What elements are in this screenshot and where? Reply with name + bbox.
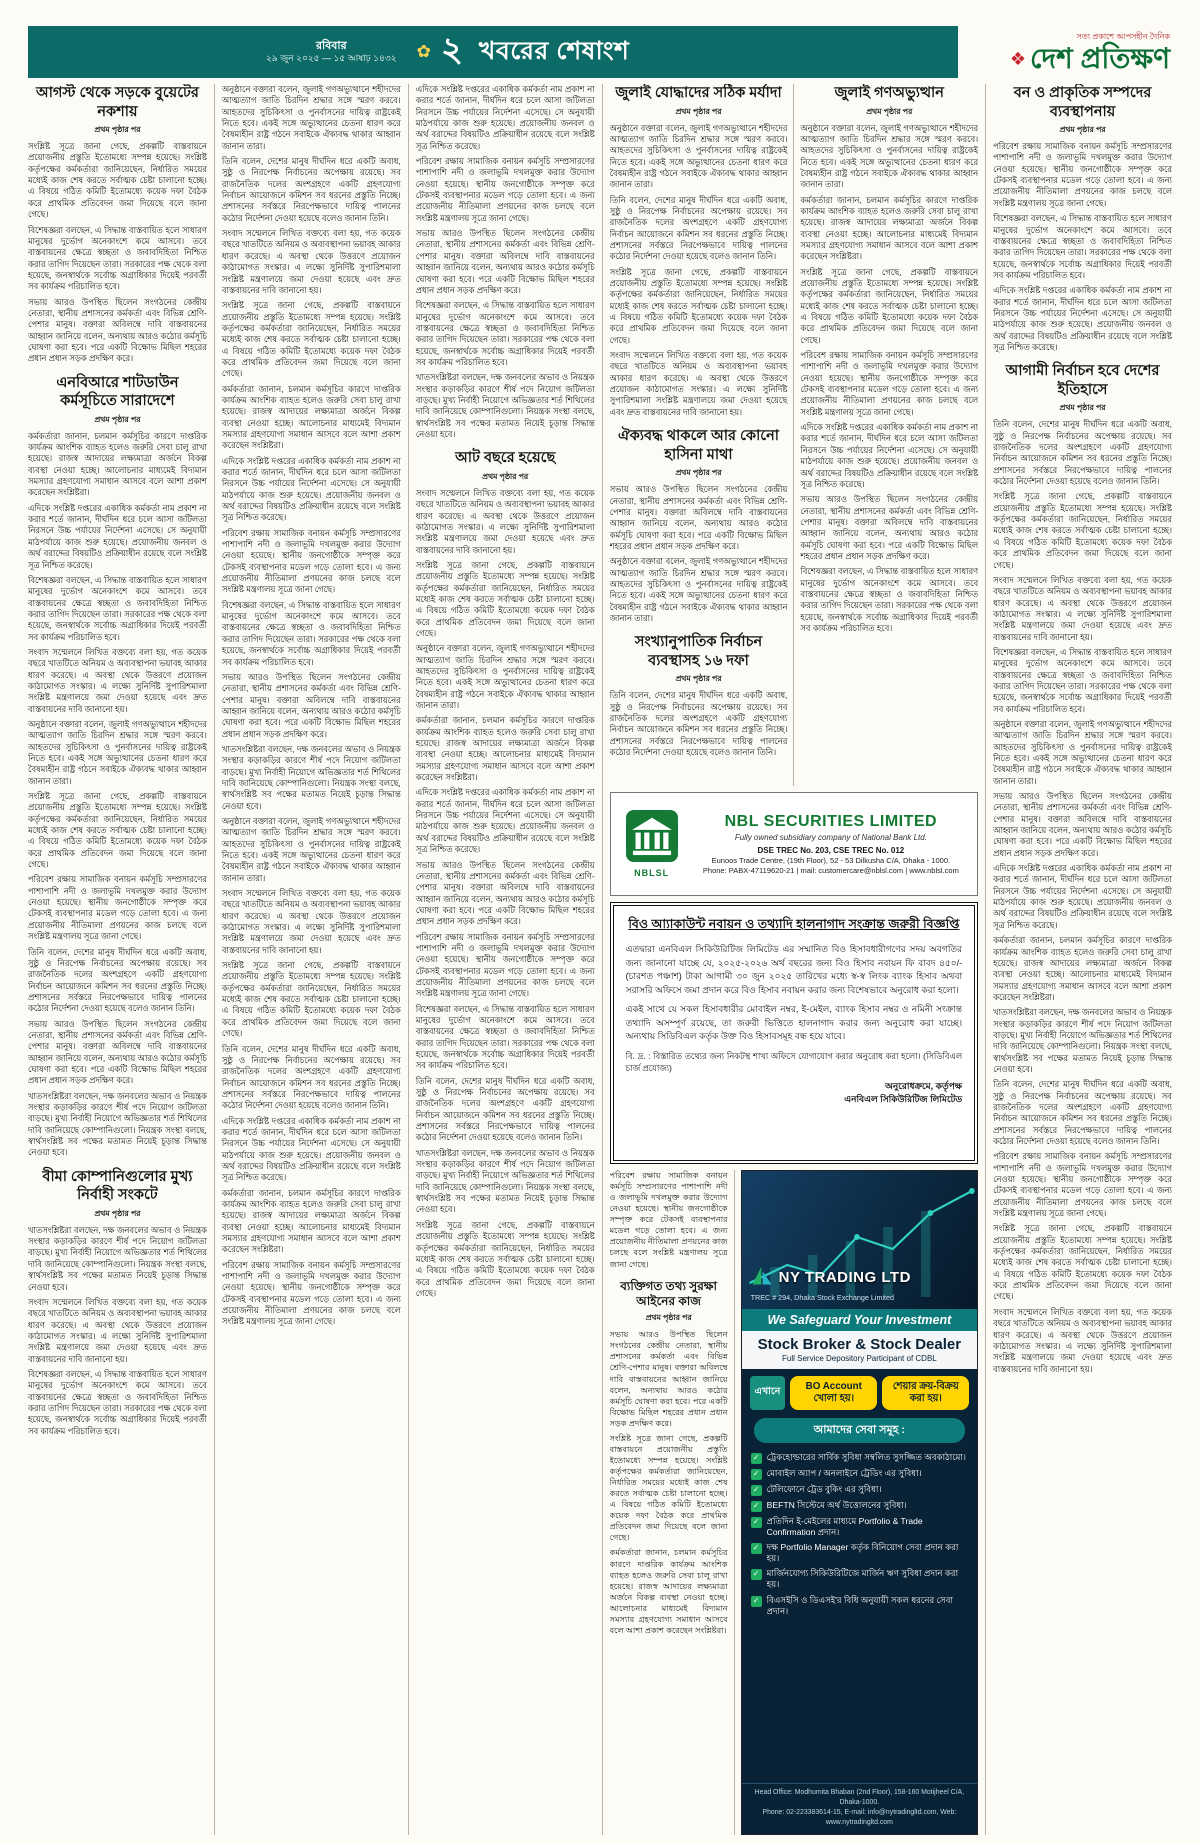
notice-note: বি. দ্র. : বিস্তারিত তথ্যের জন্য নিকটস্থ শাখা অফিসে যোগাযোগ করার অনুরোধ করা হলো। (সিডিবিএল চার্জ প্রযোজ্য) [625, 1050, 963, 1073]
ny-service-text: মোবাইল অ্যাপ / অনলাইনে ট্রেডিং এর সুবিধা। [766, 1467, 922, 1478]
body-paragraph: খাতসংশ্লিষ্টরা বলছেন, দক্ষ জনবলের অভাব ও নিয়ন্ত্রক সংস্থার কড়াকড়ির কারণে শীর্ষ পদে নিয়োগ জটিলতা বাড়ছে। মুখ্য নির্বাহী নিয়োগে অভিজ্ঞতার শর্ত শিথিলের দাবি জানিয়েছে কোম্পানিগুলো। নিয়ন্ত্রক সংস্থা বলছে, স্বার্থসংশ্লিষ্ট সব পক্ষের মতামত নিয়েই চূড়ান্ত সিদ্ধান্ত নেওয়া হবে। [28, 1224, 207, 1292]
body-paragraph: তিনি বলেন, দেশের মানুষ দীর্ঘদিন ধরে একটি অবাধ, সুষ্ঠু ও নিরপেক্ষ নির্বাচনের অপেক্ষায় রয়েছে। সব রাজনৈতিক দলের অংশগ্রহণে একটি গ্রহণযোগ্য নির্বাচন আয়োজনে কমিশন সব ধরনের প্রস্তুতি নিচ্ছে। প্রশাসনের সর্বস্তরে নিরপেক্ষভাবে দায়িত্ব পালনের কঠোর নির্দেশনা দেওয়া হয়েছে বলেও জানান তিনি। [993, 1079, 1172, 1146]
column-2 [214, 84, 408, 1835]
body-paragraph: সংশ্লিষ্ট সূত্রে জানা গেছে, প্রকল্পটি বাস্তবায়নে প্রয়োজনীয় প্রস্তুতি ইতোমধ্যে সম্পন্ন হয়েছে। সংশ্লিষ্ট কর্তৃপক্ষের কর্মকর্তারা জানিয়েছেন, নির্ধারিত সময়ের মধ্যেই কাজ শেষ করতে সর্বাত্মক চেষ্টা চালানো হচ্ছে। এ বিষয়ে গঠিত কমিটি ইতোমধ্যে কয়েক দফা বৈঠক করে প্রাথমিক প্রতিবেদন জমা দিয়েছে বলে জানা গেছে। [221, 960, 401, 1039]
ny-slogan-ribbon: We Safeguard Your Investment [742, 1309, 977, 1331]
body-paragraph: অনুষ্ঠানে বক্তারা বলেন, জুলাই গণঅভ্যুত্থানে শহীদদের আত্মত্যাগ জাতি চিরদিন শ্রদ্ধার সঙ্গে স্মরণ করবে। আহতদের সুচিকিৎসা ও পুনর্বাসনের দায়িত্ব রাষ্ট্রকেই নিতে হবে। একই সঙ্গে অভ্যুত্থানের চেতনা ধারণ করে বৈষম্যহীন রাষ্ট্র গঠনে সবাইকে ঐক্যবদ্ধ থাকার আহ্বান জানান তারা। [28, 718, 207, 786]
section-title: খবরের শেষাংশ [478, 36, 630, 65]
body-paragraph: এদিকে সংশ্লিষ্ট দপ্তরের একাধিক কর্মকর্তা নাম প্রকাশ না করার শর্তে জানান, দীর্ঘদিন ধরে চলে আসা জটিলতা নিরসনে উচ্চ পর্যায়ের নির্দেশনা এসেছে। সে অনুযায়ী মাঠপর্যায়ে কাজ শুরু হয়েছে। প্রয়োজনীয় জনবল ও অর্থ বরাদ্দের বিষয়টিও প্রক্রিয়াধীন রয়েছে বলে সংশ্লিষ্ট সূত্র নিশ্চিত করেছে। [800, 422, 979, 489]
body-paragraph: খাতসংশ্লিষ্টরা বলছেন, দক্ষ জনবলের অভাব ও নিয়ন্ত্রক সংস্থার কড়াকড়ির কারণে শীর্ষ পদে নিয়োগ জটিলতা বাড়ছে। মুখ্য নির্বাহী নিয়োগে অভিজ্ঞতার শর্ত শিথিলের দাবি জানিয়েছে কোম্পানিগুলো। নিয়ন্ত্রক সংস্থা বলছে, স্বার্থসংশ্লিষ্ট সব পক্ষের মতামত নিয়েই চূড়ান্ত সিদ্ধান্ত নেওয়া হবে। [415, 372, 595, 439]
body-paragraph: পরিবেশ রক্ষায় সামাজিক বনায়ন কর্মসূচি সম্প্রসারণের পাশাপাশি নদী ও জলাভূমি দখলমুক্ত করার উদ্যোগ নেওয়া হয়েছে। স্থানীয় জনগোষ্ঠীকে সম্পৃক্ত করে টেকসই ব্যবস্থাপনার মডেল গড়ে তোলা হবে। এ জন্য প্রয়োজনীয় নীতিমালা প্রণয়নের কাজ চলছে বলে সংশ্লিষ্ট মন্ত্রণালয় সূত্রে জানা গেছে। [993, 1151, 1172, 1219]
notice-sign-line-1: অনুরোধক্রমে, কর্তৃপক্ষ [885, 1080, 963, 1091]
continued-label: প্রথম পৃষ্ঠার পর [94, 414, 141, 424]
check-icon: ✓ [751, 1453, 762, 1464]
body-paragraph: সংশ্লিষ্ট সূত্রে জানা গেছে, প্রকল্পটি বাস্তবায়নে প্রয়োজনীয় প্রস্তুতি ইতোমধ্যে সম্পন্ন হয়েছে। সংশ্লিষ্ট কর্তৃপক্ষের কর্মকর্তারা জানিয়েছেন, নির্ধারিত সময়ের মধ্যেই কাজ শেষ করতে সর্বাত্মক চেষ্টা চালানো হচ্ছে। এ বিষয়ে গঠিত কমিটি ইতোমধ্যে কয়েক দফা বৈঠক করে প্রাথমিক প্রতিবেদন জমা দিয়েছে বলে জানা গেছে। [415, 1219, 595, 1298]
notice-paragraph: একই সাথে যে সকল হিসাবধারীর মোবাইল নম্বর, ই-মেইল, ব্যাংক হিসাব নম্বর ও নমিনী সংক্রান্ত তথ্যাদি অসম্পূর্ণ রয়েছে, তা জরুরী ভিত্তিতে হালনাগাদ করার জন্য অনুরোধ করা যাচ্ছে। অন্যথায় সিডিবিএল কর্তৃক উক্ত বিও হিসাবসমূহ বন্ধ হয়ে যাবে। [625, 1004, 963, 1041]
ny-service-text: টেলিফোনে ট্রেড বুকিং এর সুবিধা। [766, 1483, 882, 1494]
body-paragraph: সংশ্লিষ্ট সূত্রে জানা গেছে, প্রকল্পটি বাস্তবায়নে প্রয়োজনীয় প্রস্তুতি ইতোমধ্যে সম্পন্ন হয়েছে। সংশ্লিষ্ট কর্তৃপক্ষের কর্মকর্তারা জানিয়েছেন, নির্ধারিত সময়ের মধ্যেই কাজ শেষ করতে সর্বাত্মক চেষ্টা চালানো হচ্ছে। এ বিষয়ে গঠিত কমিটি ইতোমধ্যে কয়েক দফা বৈঠক করে প্রাথমিক প্রতিবেদন জমা দিয়েছে বলে জানা গেছে। [28, 791, 207, 870]
continued-label: প্রথম পৃষ্ঠার পর [1059, 125, 1106, 135]
check-icon: ✓ [751, 1469, 762, 1480]
body-paragraph: সংশ্লিষ্ট সূত্রে জানা গেছে, প্রকল্পটি বাস্তবায়নে প্রয়োজনীয় প্রস্তুতি ইতোমধ্যে সম্পন্ন হয়েছে। সংশ্লিষ্ট কর্তৃপক্ষের কর্মকর্তারা জানিয়েছেন, নির্ধারিত সময়ের মধ্যেই কাজ শেষ করতে সর্বাত্মক চেষ্টা চালানো হচ্ছে। এ বিষয়ে গঠিত কমিটি ইতোমধ্যে কয়েক দফা বৈঠক করে প্রাথমিক প্রতিবেদন জমা দিয়েছে বলে জানা গেছে। [415, 559, 595, 638]
body-paragraph: সভায় আরও উপস্থিত ছিলেন সংগঠনের কেন্দ্রীয় নেতারা, স্থানীয় প্রশাসনের কর্মকর্তা এবং বিভিন্ন শ্রেণি-পেশার মানুষ। বক্তারা অবিলম্বে দাবি বাস্তবায়নের আহ্বান জানিয়ে বলেন, অন্যথায় আরও কঠোর কর্মসূচি ঘোষণা করা হবে। পরে একটি বিক্ষোভ মিছিল শহরের প্রধান প্রধান সড়ক প্রদক্ষিণ করে। [609, 1330, 728, 1428]
sub-column-4 [610, 84, 794, 786]
body-paragraph: বিশেষজ্ঞরা বলছেন, এ সিদ্ধান্ত বাস্তবায়িত হলে সাধারণ মানুষের দুর্ভোগ অনেকাংশে কমে আসবে। তবে বাস্তবায়নের ক্ষেত্রে স্বচ্ছতা ও জবাবদিহিতা নিশ্চিত করার তাগিদ দিয়েছেন তারা। সরকারের পক্ষ থেকে বলা হয়েছে, জনস্বার্থকে সর্বোচ্চ অগ্রাধিকার দিয়েই পরবর্তী সব কার্যক্রম পরিচালিত হবে। [993, 646, 1172, 714]
article-headline: এনবিআরে শাটডাউন কর্মসূচিতে সারাদেশে [56, 374, 179, 410]
article-headline: আট বছরে হয়েছে [455, 450, 556, 467]
body-paragraph: পরিবেশ রক্ষায় সামাজিক বনায়ন কর্মসূচি সম্প্রসারণের পাশাপাশি নদী ও জলাভূমি দখলমুক্ত করার উদ্যোগ নেওয়া হয়েছে। স্থানীয় জনগোষ্ঠীকে সম্পৃক্ত করে টেকসই ব্যবস্থাপনার মডেল গড়ে তোলা হবে। এ জন্য প্রয়োজনীয় নীতিমালা প্রণয়নের কাজ চলছে বলে সংশ্লিষ্ট মন্ত্রণালয় সূত্রে জানা গেছে। [415, 156, 595, 223]
article-headline: আগস্ট থেকে সড়কে বুয়েটের নকশায় [35, 85, 199, 120]
check-icon: ✓ [751, 1569, 762, 1580]
body-paragraph: বিশেষজ্ঞরা বলছেন, এ সিদ্ধান্ত বাস্তবায়িত হলে সাধারণ মানুষের দুর্ভোগ অনেকাংশে কমে আসবে। তবে বাস্তবায়নের ক্ষেত্রে স্বচ্ছতা ও জবাবদিহিতা নিশ্চিত করার তাগিদ দিয়েছেন তারা। সরকারের পক্ষ থেকে বলা হয়েছে, জনস্বার্থকে সর্বোচ্চ অগ্রাধিকার দিয়েই পরবর্তী সব কার্যক্রম পরিচালিত হবে। [28, 1368, 207, 1436]
article-headline: জুলাই যোদ্ধাদের সঠিক মর্যাদা [615, 85, 782, 101]
paper-mark-icon: ❖ [1009, 49, 1027, 69]
article-body [800, 123, 978, 635]
body-paragraph: তিনি বলেন, দেশের মানুষ দীর্ঘদিন ধরে একটি অবাধ, সুষ্ঠু ও নিরপেক্ষ নির্বাচনের অপেক্ষায় রয়েছে। সব রাজনৈতিক দলের অংশগ্রহণে একটি গ্রহণযোগ্য নির্বাচন আয়োজনে কমিশন সব ধরনের প্রস্তুতি নিচ্ছে। প্রশাসনের সর্বস্তরে নিরপেক্ষভাবে দায়িত্ব পালনের কঠোর নির্দেশনা দেওয়া হয়েছে বলেও জানান তিনি। [28, 946, 207, 1014]
body-paragraph: কর্মকর্তারা জানান, চলমান কর্মসূচির কারণে দাপ্তরিক কার্যক্রম আংশিক ব্যাহত হলেও জরুরি সেবা চালু রাখা হয়েছে। রাজস্ব আদায়ের লক্ষ্যমাত্রা অর্জনে বিকল্প ব্যবস্থা নেওয়া হচ্ছে। আলোচনার মাধ্যমেই বিদ্যমান সমস্যার গ্রহণযোগ্য সমাধান আসবে বলে আশা প্রকাশ করেছেন সংশ্লিষ্টরা। [415, 715, 595, 783]
body-paragraph: এদিকে সংশ্লিষ্ট দপ্তরের একাধিক কর্মকর্তা নাম প্রকাশ না করার শর্তে জানান, দীর্ঘদিন ধরে চলে আসা জটিলতা নিরসনে উচ্চ পর্যায়ের নির্দেশনা এসেছে। সে অনুযায়ী মাঠপর্যায়ে কাজ শুরু হয়েছে। প্রয়োজনীয় জনবল ও অর্থ বরাদ্দের বিষয়টিও প্রক্রিয়াধীন রয়েছে বলে সংশ্লিষ্ট সূত্র নিশ্চিত করেছে। [221, 455, 401, 523]
masthead-bar [28, 26, 958, 78]
article-body [993, 141, 1172, 353]
ny-logo-icon [751, 1264, 773, 1291]
nbl-logo-text: NBLSL [634, 868, 670, 878]
body-paragraph: খাতসংশ্লিষ্টরা বলছেন, দক্ষ জনবলের অভাব ও নিয়ন্ত্রক সংস্থার কড়াকড়ির কারণে শীর্ষ পদে নিয়োগ জটিলতা বাড়ছে। মুখ্য নির্বাহী নিয়োগে অভিজ্ঞতার শর্ত শিথিলের দাবি জানিয়েছে কোম্পানিগুলো। নিয়ন্ত্রক সংস্থা বলছে, স্বার্থসংশ্লিষ্ট সব পক্ষের মতামত নিয়েই চূড়ান্ত সিদ্ধান্ত নেওয়া হবে। [993, 1007, 1172, 1074]
check-icon: ✓ [751, 1485, 762, 1496]
body-paragraph: সংবাদ সম্মেলনে লিখিত বক্তব্যে বলা হয়, গত কয়েক বছরে খাতটিতে অনিয়ম ও অব্যবস্থাপনা ভয়াবহ আকার ধারণ করেছে। এ অবস্থা থেকে উত্তরণে প্রয়োজন কাঠামোগত সংস্কার। এ লক্ষ্যে সুনির্দিষ্ট সুপারিশমালা সংশ্লিষ্ট মন্ত্রণালয়ে জমা দেওয়া হয়েছে এবং দ্রুত বাস্তবায়নের দাবি জানানো হয়। [415, 487, 595, 555]
ny-title-band [742, 1331, 977, 1369]
ad-bo-account-notice [610, 902, 978, 1164]
continuation-body [416, 84, 595, 440]
body-paragraph: তিনি বলেন, দেশের মানুষ দীর্ঘদিন ধরে একটি অবাধ, সুষ্ঠু ও নিরপেক্ষ নির্বাচনের অপেক্ষায় রয়েছে। সব রাজনৈতিক দলের অংশগ্রহণে একটি গ্রহণযোগ্য নির্বাচন আয়োজনে কমিশন সব ধরনের প্রস্তুতি নিচ্ছে। প্রশাসনের সর্বস্তরে নিরপেক্ষভাবে দায়িত্ব পালনের কঠোর নির্দেশনা দেওয়া হয়েছে বলেও জানান তিনি। [415, 1075, 595, 1143]
body-paragraph: কর্মকর্তারা জানান, চলমান কর্মসূচির কারণে দাপ্তরিক কার্যক্রম আংশিক ব্যাহত হলেও জরুরি সেবা চালু রাখা হয়েছে। রাজস্ব আদায়ের লক্ষ্যমাত্রা অর্জনে বিকল্প ব্যবস্থা নেওয়া হচ্ছে। আলোচনার মাধ্যমেই বিদ্যমান সমস্যার গ্রহণযোগ্য সমাধান আসবে বলে আশা প্রকাশ করেছেন সংশ্লিষ্টরা। [993, 935, 1172, 1002]
nbl-ad-text [695, 812, 967, 875]
article-headline: সংখ্যানুপাতিক নির্বাচন ব্যবস্থাসহ ১৬ দফা [634, 634, 763, 669]
article-headline: জুলাই গণঅভ্যুত্থান [834, 85, 944, 101]
body-paragraph: সংবাদ সম্মেলনে লিখিত বক্তব্যে বলা হয়, গত কয়েক বছরে খাতটিতে অনিয়ম ও অব্যবস্থাপনা ভয়াবহ আকার ধারণ করেছে। এ অবস্থা থেকে উত্তরণে প্রয়োজন কাঠামোগত সংস্কার। এ লক্ষ্যে সুনির্দিষ্ট সুপারিশমালা সংশ্লিষ্ট মন্ত্রণালয়ে জমা দেওয়া হয়েছে এবং দ্রুত বাস্তবায়নের দাবি জানানো হয়। [993, 1306, 1172, 1374]
ny-services-list [742, 1443, 977, 1784]
ny-subtitle: Full Service Depository Participant of CDBL [782, 1354, 937, 1363]
body-paragraph: এদিকে সংশ্লিষ্ট দপ্তরের একাধিক কর্মকর্তা নাম প্রকাশ না করার শর্তে জানান, দীর্ঘদিন ধরে চলে আসা জটিলতা নিরসনে উচ্চ পর্যায়ের নির্দেশনা এসেছে। সে অনুযায়ী মাঠপর্যায়ে কাজ শুরু হয়েছে। প্রয়োজনীয় জনবল ও অর্থ বরাদ্দের বিষয়টিও প্রক্রিয়াধীন রয়েছে বলে সংশ্লিষ্ট সূত্র নিশ্চিত করেছে। [415, 84, 595, 151]
article-body [28, 1225, 207, 1437]
article-body [610, 123, 788, 419]
body-paragraph: বিশেষজ্ঞরা বলছেন, এ সিদ্ধান্ত বাস্তবায়িত হলে সাধারণ মানুষের দুর্ভোগ অনেকাংশে কমে আসবে। তবে বাস্তবায়নের ক্ষেত্রে স্বচ্ছতা ও জবাবদিহিতা নিশ্চিত করার তাগিদ দিয়েছেন তারা। সরকারের পক্ষ থেকে বলা হয়েছে, জনস্বার্থকে সর্বোচ্চ অগ্রাধিকার দিয়েই পরবর্তী সব কার্যক্রম পরিচালিত হবে। [415, 300, 595, 367]
body-paragraph: বিশেষজ্ঞরা বলছেন, এ সিদ্ধান্ত বাস্তবায়িত হলে সাধারণ মানুষের দুর্ভোগ অনেকাংশে কমে আসবে। তবে বাস্তবায়নের ক্ষেত্রে স্বচ্ছতা ও জবাবদিহিতা নিশ্চিত করার তাগিদ দিয়েছেন তারা। সরকারের পক্ষ থেকে বলা হয়েছে, জনস্বার্থকে সর্বোচ্চ অগ্রাধিকার দিয়েই পরবর্তী সব কার্যক্রম পরিচালিত হবে। [28, 224, 207, 292]
ny-services-title: আমাদের সেবা সমূহ : [754, 1418, 965, 1443]
narrow-text-column [610, 1170, 735, 1835]
body-paragraph: বিশেষজ্ঞরা বলছেন, এ সিদ্ধান্ত বাস্তবায়িত হলে সাধারণ মানুষের দুর্ভোগ অনেকাংশে কমে আসবে। তবে বাস্তবায়নের ক্ষেত্রে স্বচ্ছতা ও জবাবদিহিতা নিশ্চিত করার তাগিদ দিয়েছেন তারা। সরকারের পক্ষ থেকে বলা হয়েছে, জনস্বার্থকে সর্বোচ্চ অগ্রাধিকার দিয়েই পরবর্তী সব কার্যক্রম পরিচালিত হবে। [28, 574, 207, 642]
body-paragraph: অনুষ্ঠানে বক্তারা বলেন, জুলাই গণঅভ্যুত্থানে শহীদদের আত্মত্যাগ জাতি চিরদিন শ্রদ্ধার সঙ্গে স্মরণ করবে। আহতদের সুচিকিৎসা ও পুনর্বাসনের দায়িত্ব রাষ্ট্রকেই নিতে হবে। একই সঙ্গে অভ্যুত্থানের চেতনা ধারণ করে বৈষম্যহীন রাষ্ট্র গঠনে সবাইকে ঐক্যবদ্ধ থাকার আহ্বান জানান তারা। [415, 643, 595, 711]
ny-service-item [751, 1500, 968, 1512]
paper-name-text: দেশ প্রতিক্ষণ [1030, 43, 1170, 74]
body-paragraph: সংবাদ সম্মেলনে লিখিত বক্তব্যে বলা হয়, গত কয়েক বছরে খাতটিতে অনিয়ম ও অব্যবস্থাপনা ভয়াবহ আকার ধারণ করেছে। এ অবস্থা থেকে উত্তরণে প্রয়োজন কাঠামোগত সংস্কার। এ লক্ষ্যে সুনির্দিষ্ট সুপারিশমালা সংশ্লিষ্ট মন্ত্রণালয়ে জমা দেওয়া হয়েছে এবং দ্রুত বাস্তবায়নের দাবি জানানো হয়। [221, 888, 401, 955]
nbl-company-name: NBL SECURITIES LIMITED [724, 813, 938, 831]
body-paragraph: সংবাদ সম্মেলনে লিখিত বক্তব্যে বলা হয়, গত কয়েক বছরে খাতটিতে অনিয়ম ও অব্যবস্থাপনা ভয়াবহ আকার ধারণ করেছে। এ অবস্থা থেকে উত্তরণে প্রয়োজন কাঠামোগত সংস্কার। এ লক্ষ্যে সুনির্দিষ্ট সুপারিশমালা সংশ্লিষ্ট মন্ত্রণালয়ে জমা দেওয়া হয়েছে এবং দ্রুত বাস্তবায়নের দাবি জানানো হয়। [221, 228, 401, 295]
continued-label: প্রথম পৃষ্ঠার পর [94, 1208, 141, 1218]
nbl-subtitle: Fully owned subsidiary company of National Bank Ltd. [734, 833, 927, 843]
continued-label: প্রথম পৃষ্ঠার পর [645, 1313, 692, 1323]
body-paragraph: সংশ্লিষ্ট সূত্রে জানা গেছে, প্রকল্পটি বাস্তবায়নে প্রয়োজনীয় প্রস্তুতি ইতোমধ্যে সম্পন্ন হয়েছে। সংশ্লিষ্ট কর্তৃপক্ষের কর্মকর্তারা জানিয়েছেন, নির্ধারিত সময়ের মধ্যেই কাজ শেষ করতে সর্বাত্মক চেষ্টা চালানো হচ্ছে। এ বিষয়ে গঠিত কমিটি ইতোমধ্যে কয়েক দফা বৈঠক করে প্রাথমিক প্রতিবেদন জমা দিয়েছে বলে জানা গেছে। [609, 266, 788, 345]
flower-ornament-icon: ✿ [416, 42, 431, 61]
article [28, 1168, 207, 1437]
body-paragraph: এদিকে সংশ্লিষ্ট দপ্তরের একাধিক কর্মকর্তা নাম প্রকাশ না করার শর্তে জানান, দীর্ঘদিন ধরে চলে আসা জটিলতা নিরসনে উচ্চ পর্যায়ের নির্দেশনা এসেছে। সে অনুযায়ী মাঠপর্যায়ে কাজ শুরু হয়েছে। প্রয়োজনীয় জনবল ও অর্থ বরাদ্দের বিষয়টিও প্রক্রিয়াধীন রয়েছে বলে সংশ্লিষ্ট সূত্র নিশ্চিত করেছে। [415, 787, 595, 855]
double-column-bottom [610, 1170, 978, 1835]
date-line: ২৯ জুন ২০২৫ — ১৫ আষাঢ় ১৪৩২ [266, 53, 397, 64]
ny-company-name: NY TRADING LTD [778, 1269, 911, 1286]
ny-service-item [751, 1595, 968, 1617]
body-paragraph: বিশেষজ্ঞরা বলছেন, এ সিদ্ধান্ত বাস্তবায়িত হলে সাধারণ মানুষের দুর্ভোগ অনেকাংশে কমে আসবে। তবে বাস্তবায়নের ক্ষেত্রে স্বচ্ছতা ও জবাবদিহিতা নিশ্চিত করার তাগিদ দিয়েছেন তারা। সরকারের পক্ষ থেকে বলা হয়েছে, জনস্বার্থকে সর্বোচ্চ অগ্রাধিকার দিয়েই পরবর্তী সব কার্যক্রম পরিচালিত হবে। [221, 599, 401, 667]
body-paragraph: তিনি বলেন, দেশের মানুষ দীর্ঘদিন ধরে একটি অবাধ, সুষ্ঠু ও নিরপেক্ষ নির্বাচনের অপেক্ষায় রয়েছে। সব রাজনৈতিক দলের অংশগ্রহণে একটি গ্রহণযোগ্য নির্বাচন আয়োজনে কমিশন সব ধরনের প্রস্তুতি নিচ্ছে। প্রশাসনের সর্বস্তরে নিরপেক্ষভাবে দায়িত্ব পালনের কঠোর নির্দেশনা দেওয়া হয়েছে বলেও জানান তিনি। [221, 1043, 401, 1111]
body-paragraph: বিশেষজ্ঞরা বলছেন, এ সিদ্ধান্ত বাস্তবায়িত হলে সাধারণ মানুষের দুর্ভোগ অনেকাংশে কমে আসবে। তবে বাস্তবায়নের ক্ষেত্রে স্বচ্ছতা ও জবাবদিহিতা নিশ্চিত করার তাগিদ দিয়েছেন তারা। সরকারের পক্ষ থেকে বলা হয়েছে, জনস্বার্থকে সর্বোচ্চ অগ্রাধিকার দিয়েই পরবর্তী সব কার্যক্রম পরিচালিত হবে। [800, 566, 979, 633]
body-paragraph: কর্মকর্তারা জানান, চলমান কর্মসূচির কারণে দাপ্তরিক কার্যক্রম আংশিক ব্যাহত হলেও জরুরি সেবা চালু রাখা হয়েছে। রাজস্ব আদায়ের লক্ষ্যমাত্রা অর্জনে বিকল্প ব্যবস্থা নেওয়া হচ্ছে। আলোচনার মাধ্যমেই বিদ্যমান সমস্যার গ্রহণযোগ্য সমাধান আসবে বলে আশা প্রকাশ করেছেন সংশ্লিষ্টরা। [609, 1548, 728, 1635]
body-paragraph: সভায় আরও উপস্থিত ছিলেন সংগঠনের কেন্দ্রীয় নেতারা, স্থানীয় প্রশাসনের কর্মকর্তা এবং বিভিন্ন শ্রেণি-পেশার মানুষ। বক্তারা অবিলম্বে দাবি বাস্তবায়নের আহ্বান জানিয়ে বলেন, অন্যথায় আরও কঠোর কর্মসূচি ঘোষণা করা হবে। পরে একটি বিক্ষোভ মিছিল শহরের প্রধান প্রধান সড়ক প্রদক্ষিণ করে। [609, 484, 788, 551]
body-paragraph: পরিবেশ রক্ষায় সামাজিক বনায়ন কর্মসূচি সম্প্রসারণের পাশাপাশি নদী ও জলাভূমি দখলমুক্ত করার উদ্যোগ নেওয়া হয়েছে। স্থানীয় জনগোষ্ঠীকে সম্পৃক্ত করে টেকসই ব্যবস্থাপনার মডেল গড়ে তোলা হবে। এ জন্য প্রয়োজনীয় নীতিমালা প্রণয়নের কাজ চলছে বলে সংশ্লিষ্ট মন্ত্রণালয় সূত্রে জানা গেছে। [800, 350, 979, 417]
ny-service-text: মার্জিনযোগ্য সিকিউরিটিজে মার্জিন ঋণ সুবিধা প্রদান করা হয়। [766, 1568, 959, 1590]
ny-brand [751, 1264, 911, 1302]
body-paragraph: তিনি বলেন, দেশের মানুষ দীর্ঘদিন ধরে একটি অবাধ, সুষ্ঠু ও নিরপেক্ষ নির্বাচনের অপেক্ষায় রয়েছে। সব রাজনৈতিক দলের অংশগ্রহণে একটি গ্রহণযোগ্য নির্বাচন আয়োজনে কমিশন সব ধরনের প্রস্তুতি নিচ্ছে। প্রশাসনের সর্বস্তরে নিরপেক্ষভাবে দায়িত্ব পালনের কঠোর নির্দেশনা দেওয়া হয়েছে বলেও জানান তিনি। [609, 194, 788, 262]
body-paragraph: অনুষ্ঠানে বক্তারা বলেন, জুলাই গণঅভ্যুত্থানে শহীদদের আত্মত্যাগ জাতি চিরদিন শ্রদ্ধার সঙ্গে স্মরণ করবে। আহতদের সুচিকিৎসা ও পুনর্বাসনের দায়িত্ব রাষ্ট্রকেই নিতে হবে। একই সঙ্গে অভ্যুত্থানের চেতনা ধারণ করে বৈষম্যহীন রাষ্ট্র গঠনে সবাইকে ঐক্যবদ্ধ থাকার আহ্বান জানান তারা। [221, 815, 401, 883]
article-body [416, 488, 595, 1299]
ny-service-text: দক্ষ Portfolio Manager কর্তৃক বিনিয়োগ সেবা প্রদান করা হয়। [766, 1541, 959, 1564]
article [800, 84, 978, 634]
article-body [28, 431, 207, 1159]
ny-bo-account-button: BO Account খোলা হয়। [790, 1376, 877, 1410]
body-paragraph: সভায় আরও উপস্থিত ছিলেন সংগঠনের কেন্দ্রীয় নেতারা, স্থানীয় প্রশাসনের কর্মকর্তা এবং বিভিন্ন শ্রেণি-পেশার মানুষ। বক্তারা অবিলম্বে দাবি বাস্তবায়নের আহ্বান জানিয়ে বলেন, অন্যথায় আরও কঠোর কর্মসূচি ঘোষণা করা হবে। পরে একটি বিক্ষোভ মিছিল শহরের প্রধান প্রধান সড়ক প্রদক্ষিণ করে। [415, 859, 595, 927]
ny-service-item [751, 1542, 968, 1564]
check-icon: ✓ [751, 1543, 762, 1554]
ny-service-text: BEFTN সিস্টেমে অর্থ উত্তোলনের সুবিধা। [766, 1499, 907, 1510]
continued-label: প্রথম পৃষ্ঠার পর [675, 468, 722, 478]
body-paragraph: অনুষ্ঠানে বক্তারা বলেন, জুলাই গণঅভ্যুত্থানে শহীদদের আত্মত্যাগ জাতি চিরদিন শ্রদ্ধার সঙ্গে স্মরণ করবে। আহতদের সুচিকিৎসা ও পুনর্বাসনের দায়িত্ব রাষ্ট্রকেই নিতে হবে। একই সঙ্গে অভ্যুত্থানের চেতনা ধারণ করে বৈষম্যহীন রাষ্ট্র গঠনে সবাইকে ঐক্যবদ্ধ থাকার আহ্বান জানান তারা। [609, 556, 788, 624]
body-paragraph: সভায় আরও উপস্থিত ছিলেন সংগঠনের কেন্দ্রীয় নেতারা, স্থানীয় প্রশাসনের কর্মকর্তা এবং বিভিন্ন শ্রেণি-পেশার মানুষ। বক্তারা অবিলম্বে দাবি বাস্তবায়নের আহ্বান জানিয়ে বলেন, অন্যথায় আরও কঠোর কর্মসূচি ঘোষণা করা হবে। পরে একটি বিক্ষোভ মিছিল শহরের প্রধান প্রধান সড়ক প্রদক্ষিণ করে। [415, 228, 595, 295]
body-paragraph: কর্মকর্তারা জানান, চলমান কর্মসূচির কারণে দাপ্তরিক কার্যক্রম আংশিক ব্যাহত হলেও জরুরি সেবা চালু রাখা হয়েছে। রাজস্ব আদায়ের লক্ষ্যমাত্রা অর্জনে বিকল্প ব্যবস্থা নেওয়া হচ্ছে। আলোচনার মাধ্যমেই বিদ্যমান সমস্যার গ্রহণযোগ্য সমাধান আসবে বলে আশা প্রকাশ করেছেন সংশ্লিষ্টরা। [221, 383, 401, 451]
nbl-trec-line: DSE TREC No. 203, CSE TREC No. 012 [757, 845, 905, 855]
date-block [266, 40, 397, 65]
body-paragraph: সংবাদ সম্মেলনে লিখিত বক্তব্যে বলা হয়, গত কয়েক বছরে খাতটিতে অনিয়ম ও অব্যবস্থাপনা ভয়াবহ আকার ধারণ করেছে। এ অবস্থা থেকে উত্তরণে প্রয়োজন কাঠামোগত সংস্কার। এ লক্ষ্যে সুনির্দিষ্ট সুপারিশমালা সংশ্লিষ্ট মন্ত্রণালয়ে জমা দেওয়া হয়েছে এবং দ্রুত বাস্তবায়নের দাবি জানানো হয়। [609, 350, 788, 417]
check-icon: ✓ [751, 1517, 762, 1528]
body-paragraph: বিশেষজ্ঞরা বলছেন, এ সিদ্ধান্ত বাস্তবায়িত হলে সাধারণ মানুষের দুর্ভোগ অনেকাংশে কমে আসবে। তবে বাস্তবায়নের ক্ষেত্রে স্বচ্ছতা ও জবাবদিহিতা নিশ্চিত করার তাগিদ দিয়েছেন তারা। সরকারের পক্ষ থেকে বলা হয়েছে, জনস্বার্থকে সর্বোচ্চ অগ্রাধিকার দিয়েই পরবর্তী সব কার্যক্রম পরিচালিত হবে। [993, 213, 1172, 280]
article [610, 633, 788, 758]
body-paragraph: পরিবেশ রক্ষায় সামাজিক বনায়ন কর্মসূচি সম্প্রসারণের পাশাপাশি নদী ও জলাভূমি দখলমুক্ত করার উদ্যোগ নেওয়া হয়েছে। স্থানীয় জনগোষ্ঠীকে সম্পৃক্ত করে টেকসই ব্যবস্থাপনার মডেল গড়ে তোলা হবে। এ জন্য প্রয়োজনীয় নীতিমালা প্রণয়নের কাজ চলছে বলে সংশ্লিষ্ট মন্ত্রণালয় সূত্রে জানা গেছে। [609, 1171, 728, 1269]
article-headline: ব্যক্তিগত তথ্য সুরক্ষা আইনের কাজ [620, 1278, 718, 1308]
article [610, 84, 788, 418]
article [993, 84, 1172, 353]
continued-label: প্রথম পৃষ্ঠার পর [94, 125, 141, 135]
ny-service-item [751, 1468, 968, 1480]
notice-signature [626, 1080, 962, 1107]
day-label: রবিবার [315, 39, 347, 52]
ny-footer [742, 1783, 977, 1834]
nbl-building-icon [626, 849, 678, 866]
body-paragraph: সংবাদ সম্মেলনে লিখিত বক্তব্যে বলা হয়, গত কয়েক বছরে খাতটিতে অনিয়ম ও অব্যবস্থাপনা ভয়াবহ আকার ধারণ করেছে। এ অবস্থা থেকে উত্তরণে প্রয়োজন কাঠামোগত সংস্কার। এ লক্ষ্যে সুনির্দিষ্ট সুপারিশমালা সংশ্লিষ্ট মন্ত্রণালয়ে জমা দেওয়া হয়েছে এবং দ্রুত বাস্তবায়নের দাবি জানানো হয়। [993, 574, 1172, 642]
body-paragraph: তিনি বলেন, দেশের মানুষ দীর্ঘদিন ধরে একটি অবাধ, সুষ্ঠু ও নিরপেক্ষ নির্বাচনের অপেক্ষায় রয়েছে। সব রাজনৈতিক দলের অংশগ্রহণে একটি গ্রহণযোগ্য নির্বাচন আয়োজনে কমিশন সব ধরনের প্রস্তুতি নিচ্ছে। প্রশাসনের সর্বস্তরে নিরপেক্ষভাবে দায়িত্ব পালনের কঠোর নির্দেশনা দেওয়া হয়েছে বলেও জানান তিনি। [993, 419, 1172, 487]
body-paragraph: সভায় আরও উপস্থিত ছিলেন সংগঠনের কেন্দ্রীয় নেতারা, স্থানীয় প্রশাসনের কর্মকর্তা এবং বিভিন্ন শ্রেণি-পেশার মানুষ। বক্তারা অবিলম্বে দাবি বাস্তবায়নের আহ্বান জানিয়ে বলেন, অন্যথায় আরও কঠোর কর্মসূচি ঘোষণা করা হবে। পরে একটি বিক্ষোভ মিছিল শহরের প্রধান প্রধান সড়ক প্রদক্ষিণ করে। [800, 494, 979, 561]
body-paragraph: খাতসংশ্লিষ্টরা বলছেন, দক্ষ জনবলের অভাব ও নিয়ন্ত্রক সংস্থার কড়াকড়ির কারণে শীর্ষ পদে নিয়োগ জটিলতা বাড়ছে। মুখ্য নির্বাহী নিয়োগে অভিজ্ঞতার শর্ত শিথিলের দাবি জানিয়েছে কোম্পানিগুলো। নিয়ন্ত্রক সংস্থা বলছে, স্বার্থসংশ্লিষ্ট সব পক্ষের মতামত নিয়েই চূড়ান্ত সিদ্ধান্ত নেওয়া হবে। [221, 743, 401, 811]
body-paragraph: সংবাদ সম্মেলনে লিখিত বক্তব্যে বলা হয়, গত কয়েক বছরে খাতটিতে অনিয়ম ও অব্যবস্থাপনা ভয়াবহ আকার ধারণ করেছে। এ অবস্থা থেকে উত্তরণে প্রয়োজন কাঠামোগত সংস্কার। এ লক্ষ্যে সুনির্দিষ্ট সুপারিশমালা সংশ্লিষ্ট মন্ত্রণালয়ে জমা দেওয়া হয়েছে এবং দ্রুত বাস্তবায়নের দাবি জানানো হয়। [28, 1296, 207, 1364]
article [993, 362, 1172, 1375]
article-headline: আগামী নির্বাচন হবে দেশের ইতিহাসে [1005, 363, 1160, 398]
check-icon: ✓ [751, 1501, 762, 1512]
nbl-address-line: Eunoos Trade Centre, (19th Floor), 52 - 53 Dilkusha C/A, Dhaka - 1000. [711, 856, 951, 866]
article-body [28, 141, 207, 365]
ny-service-item [751, 1516, 968, 1538]
article-body [993, 419, 1172, 1375]
body-paragraph: পরিবেশ রক্ষায় সামাজিক বনায়ন কর্মসূচি সম্প্রসারণের পাশাপাশি নদী ও জলাভূমি দখলমুক্ত করার উদ্যোগ নেওয়া হয়েছে। স্থানীয় জনগোষ্ঠীকে সম্পৃক্ত করে টেকসই ব্যবস্থাপনার মডেল গড়ে তোলা হবে। এ জন্য প্রয়োজনীয় নীতিমালা প্রণয়নের কাজ চলছে বলে সংশ্লিষ্ট মন্ত্রণালয় সূত্রে জানা গেছে। [28, 874, 207, 942]
ny-title: Stock Broker & Stock Dealer [757, 1336, 962, 1353]
body-paragraph: সভায় আরও উপস্থিত ছিলেন সংগঠনের কেন্দ্রীয় নেতারা, স্থানীয় প্রশাসনের কর্মকর্তা এবং বিভিন্ন শ্রেণি-পেশার মানুষ। বক্তারা অবিলম্বে দাবি বাস্তবায়নের আহ্বান জানিয়ে বলেন, অন্যথায় আরও কঠোর কর্মসূচি ঘোষণা করা হবে। পরে একটি বিক্ষোভ মিছিল শহরের প্রধান প্রধান সড়ক প্রদক্ষিণ করে। [28, 1018, 207, 1086]
article-body [610, 484, 788, 624]
body-paragraph: পরিবেশ রক্ষায় সামাজিক বনায়ন কর্মসূচি সম্প্রসারণের পাশাপাশি নদী ও জলাভূমি দখলমুক্ত করার উদ্যোগ নেওয়া হয়েছে। স্থানীয় জনগোষ্ঠীকে সম্পৃক্ত করে টেকসই ব্যবস্থাপনার মডেল গড়ে তোলা হবে। এ জন্য প্রয়োজনীয় নীতিমালা প্রণয়নের কাজ চলছে বলে সংশ্লিষ্ট মন্ত্রণালয় সূত্রে জানা গেছে। [415, 931, 595, 999]
continued-label: প্রথম পৃষ্ঠার পর [482, 471, 529, 481]
continuation-body [222, 84, 401, 1328]
continued-label: প্রথম পৃষ্ঠার পর [675, 106, 722, 116]
paper-logo-block [958, 26, 1172, 78]
body-paragraph: অনুষ্ঠানে বক্তারা বলেন, জুলাই গণঅভ্যুত্থানে শহীদদের আত্মত্যাগ জাতি চিরদিন শ্রদ্ধার সঙ্গে স্মরণ করবে। আহতদের সুচিকিৎসা ও পুনর্বাসনের দায়িত্ব রাষ্ট্রকেই নিতে হবে। একই সঙ্গে অভ্যুত্থানের চেতনা ধারণ করে বৈষম্যহীন রাষ্ট্র গঠনে সবাইকে ঐক্যবদ্ধ থাকার আহ্বান জানান তারা। [800, 122, 979, 190]
ny-service-text: ট্রেকহোল্ডারের সার্বিক সুবিধা সম্বলিত সুসজ্জিত অবকাঠামো। [766, 1451, 966, 1462]
ad-ny-trading [741, 1170, 978, 1835]
column-6 [985, 84, 1172, 1835]
body-paragraph: পরিবেশ রক্ষায় সামাজিক বনায়ন কর্মসূচি সম্প্রসারণের পাশাপাশি নদী ও জলাভূমি দখলমুক্ত করার উদ্যোগ নেওয়া হয়েছে। স্থানীয় জনগোষ্ঠীকে সম্পৃক্ত করে টেকসই ব্যবস্থাপনার মডেল গড়ে তোলা হবে। এ জন্য প্রয়োজনীয় নীতিমালা প্রণয়নের কাজ চলছে বলে সংশ্লিষ্ট মন্ত্রণালয় সূত্রে জানা গেছে। [221, 527, 401, 595]
article [28, 374, 207, 1159]
ny-here-tag: এখানে [750, 1376, 786, 1410]
continued-label: প্রথম পৃষ্ঠার পর [866, 106, 913, 116]
paper-name [1010, 45, 1170, 73]
notice-paragraph: এতদ্বারা এনবিএল সিকিউরিটিজ লিমিটেড এর সম্মানিত বিও হিসাবধারীগণের সদয় অবগতির জন্য জানানো যাচ্ছে যে, ২০২৫-২০২৬ অর্থ বছরের জন্য বিও হিসাব নবায়ন ফি বাবদ ৪৫০/- (চারশত পঞ্চাশ) টাকা আগামী ৩০ জুন ২০২৫ তারিখের মধ্যে স্ব-স্ব লিংক ব্যাংক হিসাব অথবা সরাসরি অফিসে জমা প্রদান করে বিও হিসাব নবায়ন করার জন্য বিশেষভাবে অনুরোধ করা হলো। [625, 944, 963, 995]
body-paragraph: সংশ্লিষ্ট সূত্রে জানা গেছে, প্রকল্পটি বাস্তবায়নে প্রয়োজনীয় প্রস্তুতি ইতোমধ্যে সম্পন্ন হয়েছে। সংশ্লিষ্ট কর্তৃপক্ষের কর্মকর্তারা জানিয়েছেন, নির্ধারিত সময়ের মধ্যেই কাজ শেষ করতে সর্বাত্মক চেষ্টা চালানো হচ্ছে। এ বিষয়ে গঠিত কমিটি ইতোমধ্যে কয়েক দফা বৈঠক করে প্রাথমিক প্রতিবেদন জমা দিয়েছে বলে জানা গেছে। [609, 1433, 728, 1543]
notice-sign-line-2: এনবিএল সিকিউরিটিজ লিমিটেড [844, 1094, 963, 1105]
article [610, 1279, 728, 1636]
body-paragraph: কর্মকর্তারা জানান, চলমান কর্মসূচির কারণে দাপ্তরিক কার্যক্রম আংশিক ব্যাহত হলেও জরুরি সেবা চালু রাখা হয়েছে। রাজস্ব আদায়ের লক্ষ্যমাত্রা অর্জনে বিকল্প ব্যবস্থা নেওয়া হচ্ছে। আলোচনার মাধ্যমেই বিদ্যমান সমস্যার গ্রহণযোগ্য সমাধান আসবে বলে আশা প্রকাশ করেছেন সংশ্লিষ্টরা। [800, 194, 979, 262]
continued-label: প্রথম পৃষ্ঠার পর [675, 674, 722, 684]
continuation-body [610, 1170, 728, 1270]
ny-service-item [751, 1568, 968, 1590]
body-paragraph: সংশ্লিষ্ট সূত্রে জানা গেছে, প্রকল্পটি বাস্তবায়নে প্রয়োজনীয় প্রস্তুতি ইতোমধ্যে সম্পন্ন হয়েছে। সংশ্লিষ্ট কর্তৃপক্ষের কর্মকর্তারা জানিয়েছেন, নির্ধারিত সময়ের মধ্যেই কাজ শেষ করতে সর্বাত্মক চেষ্টা চালানো হচ্ছে। এ বিষয়ে গঠিত কমিটি ইতোমধ্যে কয়েক দফা বৈঠক করে প্রাথমিক প্রতিবেদন জমা দিয়েছে বলে জানা গেছে। [993, 491, 1172, 570]
article-headline: বন ও প্রাকৃতিক সম্পদের ব্যবস্থাপনায় [1013, 85, 1152, 120]
article [28, 84, 207, 365]
continued-label: প্রথম পৃষ্ঠার পর [1059, 403, 1106, 413]
body-paragraph: সংশ্লিষ্ট সূত্রে জানা গেছে, প্রকল্পটি বাস্তবায়নে প্রয়োজনীয় প্রস্তুতি ইতোমধ্যে সম্পন্ন হয়েছে। সংশ্লিষ্ট কর্তৃপক্ষের কর্মকর্তারা জানিয়েছেন, নির্ধারিত সময়ের মধ্যেই কাজ শেষ করতে সর্বাত্মক চেষ্টা চালানো হচ্ছে। এ বিষয়ে গঠিত কমিটি ইতোমধ্যে কয়েক দফা বৈঠক করে প্রাথমিক প্রতিবেদন জমা দিয়েছে বলে জানা গেছে। [800, 266, 979, 345]
body-paragraph: খাতসংশ্লিষ্টরা বলছেন, দক্ষ জনবলের অভাব ও নিয়ন্ত্রক সংস্থার কড়াকড়ির কারণে শীর্ষ পদে নিয়োগ জটিলতা বাড়ছে। মুখ্য নির্বাহী নিয়োগে অভিজ্ঞতার শর্ত শিথিলের দাবি জানিয়েছে কোম্পানিগুলো। নিয়ন্ত্রক সংস্থা বলছে, স্বার্থসংশ্লিষ্ট সব পক্ষের মতামত নিয়েই চূড়ান্ত সিদ্ধান্ত নেওয়া হবে। [415, 1147, 595, 1215]
ny-service-text: বিএসইসি ও ডিএসই'র বিধি অনুযায়ী সকল ধরনের সেবা প্রদান। [766, 1594, 953, 1616]
ny-ad-photo [742, 1171, 977, 1309]
body-paragraph: পরিবেশ রক্ষায় সামাজিক বনায়ন কর্মসূচি সম্প্রসারণের পাশাপাশি নদী ও জলাভূমি দখলমুক্ত করার উদ্যোগ নেওয়া হয়েছে। স্থানীয় জনগোষ্ঠীকে সম্পৃক্ত করে টেকসই ব্যবস্থাপনার মডেল গড়ে তোলা হবে। এ জন্য প্রয়োজনীয় নীতিমালা প্রণয়নের কাজ চলছে বলে সংশ্লিষ্ট মন্ত্রণালয় সূত্রে জানা গেছে। [993, 141, 1172, 208]
body-paragraph: সংশ্লিষ্ট সূত্রে জানা গেছে, প্রকল্পটি বাস্তবায়নে প্রয়োজনীয় প্রস্তুতি ইতোমধ্যে সম্পন্ন হয়েছে। সংশ্লিষ্ট কর্তৃপক্ষের কর্মকর্তারা জানিয়েছেন, নির্ধারিত সময়ের মধ্যেই কাজ শেষ করতে সর্বাত্মক চেষ্টা চালানো হচ্ছে। এ বিষয়ে গঠিত কমিটি ইতোমধ্যে কয়েক দফা বৈঠক করে প্রাথমিক প্রতিবেদন জমা দিয়েছে বলে জানা গেছে। [993, 1223, 1172, 1302]
ny-buttons-row [742, 1369, 977, 1417]
body-paragraph: খাতসংশ্লিষ্টরা বলছেন, দক্ষ জনবলের অভাব ও নিয়ন্ত্রক সংস্থার কড়াকড়ির কারণে শীর্ষ পদে নিয়োগ জটিলতা বাড়ছে। মুখ্য নির্বাহী নিয়োগে অভিজ্ঞতার শর্ত শিথিলের দাবি জানিয়েছে কোম্পানিগুলো। নিয়ন্ত্রক সংস্থা বলছে, স্বার্থসংশ্লিষ্ট সব পক্ষের মতামত নিয়েই চূড়ান্ত সিদ্ধান্ত নেওয়া হবে। [28, 1090, 207, 1158]
body-paragraph: সভায় আরও উপস্থিত ছিলেন সংগঠনের কেন্দ্রীয় নেতারা, স্থানীয় প্রশাসনের কর্মকর্তা এবং বিভিন্ন শ্রেণি-পেশার মানুষ। বক্তারা অবিলম্বে দাবি বাস্তবায়নের আহ্বান জানিয়ে বলেন, অন্যথায় আরও কঠোর কর্মসূচি ঘোষণা করা হবে। পরে একটি বিক্ষোভ মিছিল শহরের প্রধান প্রধান সড়ক প্রদক্ষিণ করে। [28, 296, 207, 364]
ny-footer-contact: Phone: 02-223383614-15, E-mail: info@nytradingltd.com, Web: www.nytradingltd.com [762, 1809, 957, 1826]
nbl-logo [621, 810, 683, 878]
body-paragraph: এদিকে সংশ্লিষ্ট দপ্তরের একাধিক কর্মকর্তা নাম প্রকাশ না করার শর্তে জানান, দীর্ঘদিন ধরে চলে আসা জটিলতা নিরসনে উচ্চ পর্যায়ের নির্দেশনা এসেছে। সে অনুযায়ী মাঠপর্যায়ে কাজ শুরু হয়েছে। প্রয়োজনীয় জনবল ও অর্থ বরাদ্দের বিষয়টিও প্রক্রিয়াধীন রয়েছে বলে সংশ্লিষ্ট সূত্র নিশ্চিত করেছে। [993, 285, 1172, 352]
body-paragraph: এদিকে সংশ্লিষ্ট দপ্তরের একাধিক কর্মকর্তা নাম প্রকাশ না করার শর্তে জানান, দীর্ঘদিন ধরে চলে আসা জটিলতা নিরসনে উচ্চ পর্যায়ের নির্দেশনা এসেছে। সে অনুযায়ী মাঠপর্যায়ে কাজ শুরু হয়েছে। প্রয়োজনীয় জনবল ও অর্থ বরাদ্দের বিষয়টিও প্রক্রিয়াধীন রয়েছে বলে সংশ্লিষ্ট সূত্র নিশ্চিত করেছে। [221, 1115, 401, 1183]
body-paragraph: তিনি বলেন, দেশের মানুষ দীর্ঘদিন ধরে একটি অবাধ, সুষ্ঠু ও নিরপেক্ষ নির্বাচনের অপেক্ষায় রয়েছে। সব রাজনৈতিক দলের অংশগ্রহণে একটি গ্রহণযোগ্য নির্বাচন আয়োজনে কমিশন সব ধরনের প্রস্তুতি নিচ্ছে। প্রশাসনের সর্বস্তরে নিরপেক্ষভাবে দায়িত্ব পালনের কঠোর নির্দেশনা দেওয়া হয়েছে বলেও জানান তিনি। [221, 156, 401, 223]
ny-service-item [751, 1484, 968, 1496]
body-paragraph: সভায় আরও উপস্থিত ছিলেন সংগঠনের কেন্দ্রীয় নেতারা, স্থানীয় প্রশাসনের কর্মকর্তা এবং বিভিন্ন শ্রেণি-পেশার মানুষ। বক্তারা অবিলম্বে দাবি বাস্তবায়নের আহ্বান জানিয়ে বলেন, অন্যথায় আরও কঠোর কর্মসূচি ঘোষণা করা হবে। পরে একটি বিক্ষোভ মিছিল শহরের প্রধান প্রধান সড়ক প্রদক্ষিণ করে। [993, 791, 1172, 858]
paper-tagline: সত্য প্রকাশে আপসহীন দৈনিক [1076, 32, 1170, 41]
body-paragraph: এদিকে সংশ্লিষ্ট দপ্তরের একাধিক কর্মকর্তা নাম প্রকাশ না করার শর্তে জানান, দীর্ঘদিন ধরে চলে আসা জটিলতা নিরসনে উচ্চ পর্যায়ের নির্দেশনা এসেছে। সে অনুযায়ী মাঠপর্যায়ে কাজ শুরু হয়েছে। প্রয়োজনীয় জনবল ও অর্থ বরাদ্দের বিষয়টিও প্রক্রিয়াধীন রয়েছে বলে সংশ্লিষ্ট সূত্র নিশ্চিত করেছে। [28, 502, 207, 570]
article-body [610, 1329, 728, 1636]
body-paragraph: কর্মকর্তারা জানান, চলমান কর্মসূচির কারণে দাপ্তরিক কার্যক্রম আংশিক ব্যাহত হলেও জরুরি সেবা চালু রাখা হয়েছে। রাজস্ব আদায়ের লক্ষ্যমাত্রা অর্জনে বিকল্প ব্যবস্থা নেওয়া হচ্ছে। আলোচনার মাধ্যমেই বিদ্যমান সমস্যার গ্রহণযোগ্য সমাধান আসবে বলে আশা প্রকাশ করেছেন সংশ্লিষ্টরা। [221, 1187, 401, 1255]
body-paragraph: কর্মকর্তারা জানান, চলমান কর্মসূচির কারণে দাপ্তরিক কার্যক্রম আংশিক ব্যাহত হলেও জরুরি সেবা চালু রাখা হয়েছে। রাজস্ব আদায়ের লক্ষ্যমাত্রা অর্জনে বিকল্প ব্যবস্থা নেওয়া হচ্ছে। আলোচনার মাধ্যমেই বিদ্যমান সমস্যার গ্রহণযোগ্য সমাধান আসবে বলে আশা প্রকাশ করেছেন সংশ্লিষ্টরা। [28, 430, 207, 498]
body-paragraph: সভায় আরও উপস্থিত ছিলেন সংগঠনের কেন্দ্রীয় নেতারা, স্থানীয় প্রশাসনের কর্মকর্তা এবং বিভিন্ন শ্রেণি-পেশার মানুষ। বক্তারা অবিলম্বে দাবি বাস্তবায়নের আহ্বান জানিয়ে বলেন, অন্যথায় আরও কঠোর কর্মসূচি ঘোষণা করা হবে। পরে একটি বিক্ষোভ মিছিল শহরের প্রধান প্রধান সড়ক প্রদক্ষিণ করে। [221, 671, 401, 739]
body-paragraph: এদিকে সংশ্লিষ্ট দপ্তরের একাধিক কর্মকর্তা নাম প্রকাশ না করার শর্তে জানান, দীর্ঘদিন ধরে চলে আসা জটিলতা নিরসনে উচ্চ পর্যায়ের নির্দেশনা এসেছে। সে অনুযায়ী মাঠপর্যায়ে কাজ শুরু হয়েছে। প্রয়োজনীয় জনবল ও অর্থ বরাদ্দের বিষয়টিও প্রক্রিয়াধীন রয়েছে বলে সংশ্লিষ্ট সূত্র নিশ্চিত করেছে। [993, 863, 1172, 930]
column-4-5 [602, 84, 985, 1835]
body-paragraph: বিশেষজ্ঞরা বলছেন, এ সিদ্ধান্ত বাস্তবায়িত হলে সাধারণ মানুষের দুর্ভোগ অনেকাংশে কমে আসবে। তবে বাস্তবায়নের ক্ষেত্রে স্বচ্ছতা ও জবাবদিহিতা নিশ্চিত করার তাগিদ দিয়েছেন তারা। সরকারের পক্ষ থেকে বলা হয়েছে, জনস্বার্থকে সর্বোচ্চ অগ্রাধিকার দিয়েই পরবর্তী সব কার্যক্রম পরিচালিত হবে। [415, 1003, 595, 1071]
sub-column-5 [793, 84, 978, 786]
page-content [28, 84, 1172, 1835]
masthead [28, 26, 1172, 78]
article [416, 449, 595, 1299]
notice-title: বিও আ্যাকাউন্ট নবায়ন ও তথ্যাদি হালনাগাদ সংক্রান্ত জরুরী বিজ্ঞপ্তি [628, 917, 960, 931]
ny-service-item [751, 1452, 968, 1464]
page-number: ২ [440, 30, 463, 69]
body-paragraph: সংবাদ সম্মেলনে লিখিত বক্তব্যে বলা হয়, গত কয়েক বছরে খাতটিতে অনিয়ম ও অব্যবস্থাপনা ভয়াবহ আকার ধারণ করেছে। এ অবস্থা থেকে উত্তরণে প্রয়োজন কাঠামোগত সংস্কার। এ লক্ষ্যে সুনির্দিষ্ট সুপারিশমালা সংশ্লিষ্ট মন্ত্রণালয়ে জমা দেওয়া হয়েছে এবং দ্রুত বাস্তবায়নের দাবি জানানো হয়। [28, 646, 207, 714]
double-column-text [610, 84, 978, 786]
check-icon: ✓ [751, 1596, 762, 1607]
ny-trec-line: TREC # 294, Dhaka Stock Exchange Limited [750, 1293, 895, 1302]
body-paragraph: অনুষ্ঠানে বক্তারা বলেন, জুলাই গণঅভ্যুত্থানে শহীদদের আত্মত্যাগ জাতি চিরদিন শ্রদ্ধার সঙ্গে স্মরণ করবে। আহতদের সুচিকিৎসা ও পুনর্বাসনের দায়িত্ব রাষ্ট্রকেই নিতে হবে। একই সঙ্গে অভ্যুত্থানের চেতনা ধারণ করে বৈষম্যহীন রাষ্ট্র গঠনে সবাইকে ঐক্যবদ্ধ থাকার আহ্বান জানান তারা। [609, 122, 788, 190]
article-body [610, 690, 788, 758]
ad-nbl-securities [610, 792, 978, 896]
body-paragraph: সংশ্লিষ্ট সূত্রে জানা গেছে, প্রকল্পটি বাস্তবায়নে প্রয়োজনীয় প্রস্তুতি ইতোমধ্যে সম্পন্ন হয়েছে। সংশ্লিষ্ট কর্তৃপক্ষের কর্মকর্তারা জানিয়েছেন, নির্ধারিত সময়ের মধ্যেই কাজ শেষ করতে সর্বাত্মক চেষ্টা চালানো হচ্ছে। এ বিষয়ে গঠিত কমিটি ইতোমধ্যে কয়েক দফা বৈঠক করে প্রাথমিক প্রতিবেদন জমা দিয়েছে বলে জানা গেছে। [221, 300, 401, 379]
body-paragraph: অনুষ্ঠানে বক্তারা বলেন, জুলাই গণঅভ্যুত্থানে শহীদদের আত্মত্যাগ জাতি চিরদিন শ্রদ্ধার সঙ্গে স্মরণ করবে। আহতদের সুচিকিৎসা ও পুনর্বাসনের দায়িত্ব রাষ্ট্রকেই নিতে হবে। একই সঙ্গে অভ্যুত্থানের চেতনা ধারণ করে বৈষম্যহীন রাষ্ট্র গঠনে সবাইকে ঐক্যবদ্ধ থাকার আহ্বান জানান তারা। [221, 84, 401, 151]
article-headline: বীমা কোম্পানিগুলোর মুখ্য নির্বাহী সংকটে [42, 1168, 193, 1204]
nbl-contact-line: Phone: PABX-47119620-21 | mail: customercare@nblsl.com | www.nblsl.com [702, 865, 959, 875]
column-1 [28, 84, 214, 1835]
ny-footer-address: Head Office: Modhumita Bhaban (2nd Floor), 158-160 Motijheel C/A, Dhaka-1000. [754, 1789, 965, 1806]
article-headline: ঐক্যবদ্ধ থাকলে আর কোনো হাসিনা মাথা [618, 428, 779, 463]
body-paragraph: অনুষ্ঠানে বক্তারা বলেন, জুলাই গণঅভ্যুত্থানে শহীদদের আত্মত্যাগ জাতি চিরদিন শ্রদ্ধার সঙ্গে স্মরণ করবে। আহতদের সুচিকিৎসা ও পুনর্বাসনের দায়িত্ব রাষ্ট্রকেই নিতে হবে। একই সঙ্গে অভ্যুত্থানের চেতনা ধারণ করে বৈষম্যহীন রাষ্ট্র গঠনে সবাইকে ঐক্যবদ্ধ থাকার আহ্বান জানান তারা। [993, 718, 1172, 786]
column-3 [408, 84, 602, 1835]
body-paragraph: তিনি বলেন, দেশের মানুষ দীর্ঘদিন ধরে একটি অবাধ, সুষ্ঠু ও নিরপেক্ষ নির্বাচনের অপেক্ষায় রয়েছে। সব রাজনৈতিক দলের অংশগ্রহণে একটি গ্রহণযোগ্য নির্বাচন আয়োজনে কমিশন সব ধরনের প্রস্তুতি নিচ্ছে। প্রশাসনের সর্বস্তরে নিরপেক্ষভাবে দায়িত্ব পালনের কঠোর নির্দেশনা দেওয়া হয়েছে বলেও জানান তিনি। [609, 690, 788, 758]
body-paragraph: সংশ্লিষ্ট সূত্রে জানা গেছে, প্রকল্পটি বাস্তবায়নে প্রয়োজনীয় প্রস্তুতি ইতোমধ্যে সম্পন্ন হয়েছে। সংশ্লিষ্ট কর্তৃপক্ষের কর্মকর্তারা জানিয়েছেন, নির্ধারিত সময়ের মধ্যেই কাজ শেষ করতে সর্বাত্মক চেষ্টা চালানো হচ্ছে। এ বিষয়ে গঠিত কমিটি ইতোমধ্যে কয়েক দফা বৈঠক করে প্রাথমিক প্রতিবেদন জমা দিয়েছে বলে জানা গেছে। [28, 141, 207, 220]
ny-service-text: প্রতিদিন ই-মেইলের মাধ্যমে Portfolio & Trade Confirmation প্রদান। [766, 1515, 923, 1537]
article [610, 427, 788, 624]
body-paragraph: পরিবেশ রক্ষায় সামাজিক বনায়ন কর্মসূচি সম্প্রসারণের পাশাপাশি নদী ও জলাভূমি দখলমুক্ত করার উদ্যোগ নেওয়া হয়েছে। স্থানীয় জনগোষ্ঠীকে সম্পৃক্ত করে টেকসই ব্যবস্থাপনার মডেল গড়ে তোলা হবে। এ জন্য প্রয়োজনীয় নীতিমালা প্রণয়নের কাজ চলছে বলে সংশ্লিষ্ট মন্ত্রণালয় সূত্রে জানা গেছে। [221, 1259, 401, 1327]
ny-share-trade-button: শেয়ার ক্রয়-বিক্রয় করা হয়। [882, 1376, 969, 1410]
